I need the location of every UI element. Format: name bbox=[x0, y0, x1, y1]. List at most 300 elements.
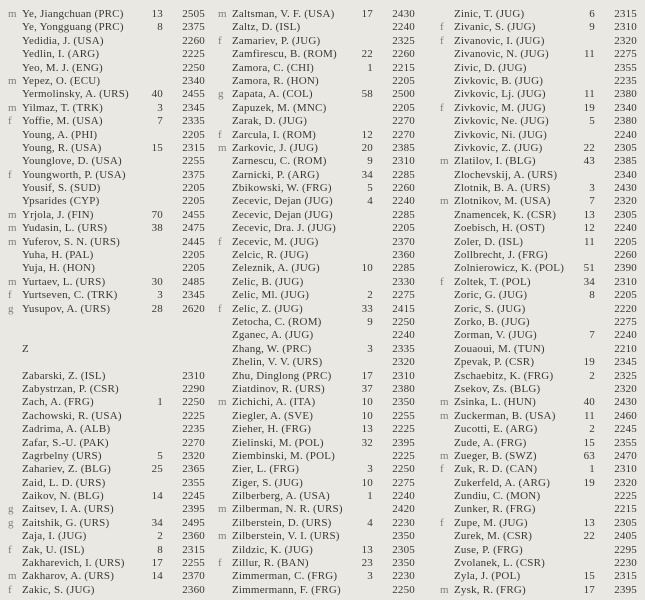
rating-value: 2240 bbox=[614, 222, 637, 235]
player-name: Zilberberg, A. (USA) bbox=[232, 490, 330, 503]
rating-value: 2260 bbox=[392, 48, 415, 61]
player-name: Zhang, W. (PRC) bbox=[232, 342, 312, 355]
list-entry bbox=[440, 410, 637, 423]
rating-value: 2215 bbox=[392, 61, 415, 74]
list-entry bbox=[218, 262, 415, 275]
player-name: Ziatdinov, R. (URS) bbox=[232, 382, 325, 395]
player-name: Zivkovic, Lj. (JUG) bbox=[454, 88, 546, 101]
player-name: Zyla, J. (POL) bbox=[454, 570, 521, 583]
rating-value: 2415 bbox=[392, 302, 415, 315]
player-name: Zamora, R. (HON) bbox=[232, 74, 319, 87]
games-count: 17 bbox=[361, 8, 373, 20]
list-entry bbox=[440, 383, 637, 396]
list-entry bbox=[8, 249, 205, 262]
rating-value: 2260 bbox=[392, 182, 415, 195]
player-name: Zaitsev, I. A. (URS) bbox=[22, 503, 114, 516]
list-entry bbox=[8, 222, 205, 235]
rating-value: 2430 bbox=[614, 182, 637, 195]
games-count: 1 bbox=[367, 490, 373, 503]
rating-value: 2250 bbox=[182, 61, 205, 74]
player-name: Zak, U. (ISL) bbox=[22, 543, 85, 556]
player-name: Zielinski, M. (POL) bbox=[232, 436, 324, 449]
games-count: 5 bbox=[367, 182, 373, 195]
rating-value: 2340 bbox=[614, 101, 637, 114]
rating-value: 2485 bbox=[182, 275, 205, 288]
list-entry bbox=[8, 450, 205, 463]
player-name: Zorman, V. (JUG) bbox=[454, 329, 537, 342]
title-tag: m bbox=[218, 530, 227, 543]
list-entry bbox=[218, 370, 415, 383]
rating-value: 2235 bbox=[614, 74, 637, 87]
list-entry bbox=[440, 48, 637, 61]
player-name: Ziger, S. (JUG) bbox=[232, 476, 303, 489]
title-tag: m bbox=[8, 74, 17, 87]
player-name: Zilberman, N. R. (URS) bbox=[232, 503, 343, 516]
title-tag: f bbox=[218, 34, 222, 47]
list-entry bbox=[440, 423, 637, 436]
player-name: Zecevic, Dejan (JUG) bbox=[232, 195, 333, 208]
rating-value: 2355 bbox=[614, 436, 637, 449]
player-name: Yuferov, S. N. (URS) bbox=[22, 235, 121, 248]
title-tag: m bbox=[8, 222, 17, 235]
list-entry bbox=[440, 62, 637, 75]
player-name: Zorko, B. (JUG) bbox=[454, 315, 530, 328]
title-tag: f bbox=[8, 115, 12, 128]
games-count: 1 bbox=[157, 396, 163, 409]
games-count: 17 bbox=[361, 369, 373, 382]
rating-value: 2350 bbox=[392, 396, 415, 409]
rating-value: 2430 bbox=[392, 8, 415, 20]
games-count: 10 bbox=[361, 409, 373, 422]
player-name: Zlotnik, B. A. (URS) bbox=[454, 182, 551, 195]
games-count: 22 bbox=[583, 530, 595, 543]
list-entry bbox=[440, 316, 637, 329]
player-name: Zschaebitz, K. (FRG) bbox=[454, 369, 554, 382]
player-name: Yuha, H. (PAL) bbox=[22, 249, 94, 262]
rating-value: 2205 bbox=[182, 249, 205, 262]
rating-value: 2420 bbox=[392, 503, 415, 516]
list-entry bbox=[440, 503, 637, 516]
title-tag: m bbox=[440, 409, 449, 422]
rating-value: 2310 bbox=[614, 275, 637, 288]
player-name: Yilmaz, T. (TRK) bbox=[22, 101, 104, 114]
player-name: Zaltsman, V. F. (USA) bbox=[232, 8, 335, 20]
rating-value: 2340 bbox=[182, 74, 205, 87]
player-name: Young, R. (USA) bbox=[22, 141, 102, 154]
games-count: 33 bbox=[361, 302, 373, 315]
rating-value: 2310 bbox=[392, 369, 415, 382]
rating-value: 2215 bbox=[614, 503, 637, 516]
rating-value: 2240 bbox=[392, 490, 415, 503]
rating-value: 2500 bbox=[392, 88, 415, 101]
title-tag: f bbox=[8, 583, 12, 596]
player-name: Zuse, P. (FRG) bbox=[454, 543, 523, 556]
rating-value: 2230 bbox=[614, 557, 637, 570]
list-entry bbox=[218, 142, 415, 155]
title-tag: f bbox=[218, 302, 222, 315]
list-entry bbox=[8, 102, 205, 115]
title-tag: f bbox=[440, 275, 444, 288]
title-tag: f bbox=[8, 543, 12, 556]
player-name: Zarnescu, C. (ROM) bbox=[232, 155, 327, 168]
title-tag: f bbox=[440, 21, 444, 34]
games-count: 51 bbox=[583, 262, 595, 275]
section-letter-header: Z bbox=[22, 342, 29, 355]
games-count: 3 bbox=[157, 101, 163, 114]
games-count: 8 bbox=[589, 289, 595, 302]
rating-value: 2310 bbox=[614, 463, 637, 476]
list-entry bbox=[8, 48, 205, 61]
rating-value: 2240 bbox=[614, 128, 637, 141]
player-name: Ypsarides (CYP) bbox=[22, 195, 100, 208]
list-entry bbox=[8, 503, 205, 516]
rating-value: 2310 bbox=[182, 369, 205, 382]
player-name: Zecevic, Dejan (JUG) bbox=[232, 208, 333, 221]
games-count: 15 bbox=[583, 436, 595, 449]
title-tag: m bbox=[440, 583, 449, 596]
rating-value: 2205 bbox=[614, 289, 637, 302]
games-count: 70 bbox=[151, 208, 163, 221]
player-name: Znamencek, K. (CSR) bbox=[454, 208, 557, 221]
player-name: Zivic, D. (JUG) bbox=[454, 61, 527, 74]
rating-value: 2355 bbox=[614, 61, 637, 74]
player-name: Zoric, S. (JUG) bbox=[454, 302, 526, 315]
list-entry bbox=[440, 329, 637, 342]
list-entry bbox=[8, 544, 205, 557]
player-name: Zecevic, M. (JUG) bbox=[232, 235, 319, 248]
player-name: Zouaoui, M. (TUN) bbox=[454, 342, 545, 355]
list-entry bbox=[218, 35, 415, 48]
rating-column-2 bbox=[218, 8, 415, 600]
player-name: Yeo, M. J. (ENG) bbox=[22, 61, 103, 74]
player-name: Zadrima, A. (ALB) bbox=[22, 423, 111, 436]
player-name: Zganec, A. (JUG) bbox=[232, 329, 314, 342]
list-entry bbox=[440, 209, 637, 222]
rating-value: 2380 bbox=[614, 88, 637, 101]
player-name: Zueger, B. (SWZ) bbox=[454, 449, 537, 462]
title-tag: m bbox=[218, 8, 227, 20]
player-name: Yusupov, A. (URS) bbox=[22, 302, 111, 315]
rating-value: 2375 bbox=[182, 21, 205, 34]
player-name: Zabystrzan, P. (CSR) bbox=[22, 382, 119, 395]
rating-value: 2225 bbox=[182, 409, 205, 422]
games-count: 10 bbox=[361, 476, 373, 489]
player-name: Zhu, Dinglong (PRC) bbox=[232, 369, 332, 382]
list-entry bbox=[8, 115, 205, 128]
rating-value: 2270 bbox=[182, 436, 205, 449]
player-name: Zillur, R. (BAN) bbox=[232, 557, 309, 570]
rating-value: 2395 bbox=[182, 503, 205, 516]
list-entry bbox=[218, 396, 415, 409]
rating-value: 2240 bbox=[392, 21, 415, 34]
list-entry bbox=[218, 182, 415, 195]
list-entry bbox=[218, 21, 415, 34]
rating-value: 2345 bbox=[182, 289, 205, 302]
games-count: 8 bbox=[157, 543, 163, 556]
list-entry bbox=[218, 410, 415, 423]
games-count: 23 bbox=[361, 557, 373, 570]
rating-value: 2305 bbox=[614, 516, 637, 529]
player-name: Zilberstein, V. I. (URS) bbox=[232, 530, 340, 543]
player-name: Zakic, S. (JUG) bbox=[22, 583, 95, 596]
list-entry bbox=[440, 463, 637, 476]
title-tag: f bbox=[8, 289, 12, 302]
list-entry bbox=[218, 437, 415, 450]
games-count: 15 bbox=[583, 570, 595, 583]
title-tag: f bbox=[440, 516, 444, 529]
games-count: 1 bbox=[589, 463, 595, 476]
list-entry bbox=[440, 169, 637, 182]
player-name: Zoltek, T. (POL) bbox=[454, 275, 531, 288]
list-entry bbox=[8, 155, 205, 168]
rating-value: 2245 bbox=[614, 423, 637, 436]
title-tag: f bbox=[8, 168, 12, 181]
games-count: 10 bbox=[361, 396, 373, 409]
rating-value: 2255 bbox=[182, 155, 205, 168]
list-entry bbox=[218, 169, 415, 182]
player-name: Zuk, R. D. (CAN) bbox=[454, 463, 538, 476]
rating-value: 2315 bbox=[182, 141, 205, 154]
games-count: 38 bbox=[151, 222, 163, 235]
player-name: Youngworth, P. (USA) bbox=[22, 168, 126, 181]
player-name: Zachowski, R. (USA) bbox=[22, 409, 122, 422]
rating-value: 2325 bbox=[614, 369, 637, 382]
player-name: Ye, Yongguang (PRC) bbox=[22, 21, 124, 34]
games-count: 22 bbox=[583, 141, 595, 154]
list-entry bbox=[8, 396, 205, 409]
player-name: Zivanovic, I. (JUG) bbox=[454, 34, 545, 47]
list-entry bbox=[218, 450, 415, 463]
list-entry bbox=[218, 517, 415, 530]
rating-value: 2370 bbox=[182, 570, 205, 583]
column-gap bbox=[8, 316, 205, 343]
list-entry bbox=[218, 463, 415, 476]
list-entry bbox=[8, 62, 205, 75]
list-entry bbox=[440, 102, 637, 115]
rating-value: 2295 bbox=[614, 543, 637, 556]
rating-value: 2340 bbox=[614, 168, 637, 181]
list-entry bbox=[440, 289, 637, 302]
rating-value: 2305 bbox=[392, 543, 415, 556]
rating-value: 2230 bbox=[392, 570, 415, 583]
games-count: 13 bbox=[361, 543, 373, 556]
list-entry bbox=[8, 303, 205, 316]
list-entry bbox=[218, 423, 415, 436]
games-count: 7 bbox=[589, 195, 595, 208]
rating-value: 2385 bbox=[614, 155, 637, 168]
player-name: Younglove, D. (USA) bbox=[22, 155, 122, 168]
rating-value: 2255 bbox=[392, 409, 415, 422]
games-count: 11 bbox=[584, 409, 595, 422]
list-entry bbox=[218, 102, 415, 115]
list-entry bbox=[440, 490, 637, 503]
player-name: Zvolanek, L. (CSR) bbox=[454, 557, 545, 570]
list-entry bbox=[218, 316, 415, 329]
player-name: Zelic, B. (JUG) bbox=[232, 275, 304, 288]
rating-value: 2305 bbox=[614, 141, 637, 154]
rating-value: 2385 bbox=[392, 141, 415, 154]
list-entry bbox=[440, 276, 637, 289]
player-name: Zivkovic, B. (JUG) bbox=[454, 74, 544, 87]
games-count: 2 bbox=[367, 289, 373, 302]
player-name: Zieher, H. (FRG) bbox=[232, 423, 312, 436]
player-name: Ziegler, A. (SVE) bbox=[232, 409, 314, 422]
player-name: Zelic, Ml. (JUG) bbox=[232, 289, 310, 302]
games-count: 20 bbox=[361, 141, 373, 154]
games-count: 40 bbox=[151, 88, 163, 101]
list-entry bbox=[440, 115, 637, 128]
list-entry bbox=[218, 544, 415, 557]
games-count: 43 bbox=[583, 155, 595, 168]
player-name: Yermolinsky, A. (URS) bbox=[22, 88, 129, 101]
list-entry bbox=[8, 236, 205, 249]
games-count: 3 bbox=[589, 182, 595, 195]
games-count: 63 bbox=[583, 449, 595, 462]
player-name: Zuckerman, B. (USA) bbox=[454, 409, 556, 422]
list-entry bbox=[8, 557, 205, 570]
player-name: Zivkovic, Z. (JUG) bbox=[454, 141, 543, 154]
list-entry bbox=[8, 142, 205, 155]
player-name: Zildzic, K. (JUG) bbox=[232, 543, 313, 556]
list-entry bbox=[8, 35, 205, 48]
player-name: Zarnicki, P. (ARG) bbox=[232, 168, 320, 181]
list-entry bbox=[8, 530, 205, 543]
list-entry bbox=[218, 503, 415, 516]
list-entry bbox=[440, 129, 637, 142]
column-gap bbox=[8, 356, 205, 369]
rating-value: 2225 bbox=[182, 48, 205, 61]
rating-value: 2240 bbox=[392, 195, 415, 208]
rating-value: 2230 bbox=[392, 516, 415, 529]
rating-value: 2250 bbox=[182, 396, 205, 409]
rating-value: 2275 bbox=[392, 289, 415, 302]
rating-value: 2205 bbox=[392, 74, 415, 87]
rating-column-1 bbox=[8, 8, 205, 600]
rating-value: 2205 bbox=[182, 262, 205, 275]
list-entry bbox=[440, 356, 637, 369]
rating-value: 2270 bbox=[392, 128, 415, 141]
rating-value: 2315 bbox=[182, 543, 205, 556]
games-count: 34 bbox=[151, 516, 163, 529]
player-name: Zamfirescu, B. (ROM) bbox=[232, 48, 337, 61]
player-name: Zimmermann, F. (FRG) bbox=[232, 583, 341, 596]
title-tag: f bbox=[440, 463, 444, 476]
rating-value: 2315 bbox=[614, 570, 637, 583]
player-name: Zaja, I. (JUG) bbox=[22, 530, 87, 543]
games-count: 2 bbox=[589, 423, 595, 436]
title-tag: m bbox=[8, 275, 17, 288]
rating-value: 2320 bbox=[614, 34, 637, 47]
rating-value: 2275 bbox=[614, 48, 637, 61]
games-count: 14 bbox=[151, 570, 163, 583]
title-tag: g bbox=[8, 503, 14, 516]
games-count: 3 bbox=[367, 463, 373, 476]
player-name: Zude, A. (FRG) bbox=[454, 436, 527, 449]
list-entry bbox=[218, 88, 415, 101]
player-name: Zeleznik, A. (JUG) bbox=[232, 262, 320, 275]
list-entry bbox=[440, 584, 637, 597]
player-name: Zupe, M. (JUG) bbox=[454, 516, 528, 529]
games-count: 34 bbox=[361, 168, 373, 181]
title-tag: f bbox=[218, 128, 222, 141]
rating-value: 2620 bbox=[182, 302, 205, 315]
list-entry bbox=[218, 329, 415, 342]
player-name: Yurtaev, L. (URS) bbox=[22, 275, 106, 288]
rating-value: 2285 bbox=[392, 262, 415, 275]
player-name: Zurek, M. (CSR) bbox=[454, 530, 533, 543]
list-entry bbox=[8, 276, 205, 289]
rating-value: 2255 bbox=[182, 557, 205, 570]
rating-value: 2470 bbox=[614, 449, 637, 462]
player-name: Zichichi, A. (ITA) bbox=[232, 396, 316, 409]
player-name: Zakharov, A. (URS) bbox=[22, 570, 115, 583]
games-count: 3 bbox=[367, 570, 373, 583]
games-count: 2 bbox=[157, 530, 163, 543]
list-entry bbox=[218, 289, 415, 302]
list-entry bbox=[218, 195, 415, 208]
rating-value: 2205 bbox=[182, 128, 205, 141]
player-name: Zetocha, C. (ROM) bbox=[232, 315, 322, 328]
games-count: 4 bbox=[367, 516, 373, 529]
rating-value: 2365 bbox=[182, 463, 205, 476]
list-entry bbox=[440, 396, 637, 409]
rating-value: 2455 bbox=[182, 88, 205, 101]
games-count: 34 bbox=[583, 275, 595, 288]
player-name: Zelcic, R. (JUG) bbox=[232, 249, 309, 262]
games-count: 22 bbox=[361, 48, 373, 61]
title-tag: m bbox=[440, 396, 449, 409]
rating-value: 2210 bbox=[614, 342, 637, 355]
rating-value: 2320 bbox=[614, 476, 637, 489]
list-entry bbox=[218, 75, 415, 88]
list-entry bbox=[218, 383, 415, 396]
list-entry bbox=[8, 8, 205, 21]
games-count: 37 bbox=[361, 382, 373, 395]
list-entry bbox=[218, 209, 415, 222]
list-entry bbox=[218, 584, 415, 597]
rating-value: 2320 bbox=[614, 382, 637, 395]
list-entry bbox=[440, 195, 637, 208]
title-tag: m bbox=[440, 449, 449, 462]
player-name: Zundiu, C. (MON) bbox=[454, 490, 541, 503]
list-entry bbox=[218, 477, 415, 490]
player-name: Zpevak, P. (CSR) bbox=[454, 356, 535, 369]
rating-value: 2205 bbox=[182, 195, 205, 208]
player-name: Ziembinski, M. (POL) bbox=[232, 449, 335, 462]
player-name: Zahariev, Z. (BLG) bbox=[22, 463, 112, 476]
games-count: 19 bbox=[583, 476, 595, 489]
player-name: Zsinka, L. (HUN) bbox=[454, 396, 537, 409]
games-count: 4 bbox=[367, 195, 373, 208]
games-count: 12 bbox=[361, 128, 373, 141]
rating-value: 2405 bbox=[614, 530, 637, 543]
player-name: Yedidia, J. (USA) bbox=[22, 34, 104, 47]
title-tag: m bbox=[8, 208, 17, 221]
title-tag: f bbox=[440, 34, 444, 47]
list-entry bbox=[440, 182, 637, 195]
rating-value: 2390 bbox=[614, 262, 637, 275]
title-tag: m bbox=[440, 155, 449, 168]
list-entry bbox=[440, 222, 637, 235]
rating-value: 2355 bbox=[182, 476, 205, 489]
list-entry bbox=[440, 262, 637, 275]
player-name: Zoebisch, H. (OST) bbox=[454, 222, 545, 235]
list-entry bbox=[8, 182, 205, 195]
rating-value: 2370 bbox=[392, 235, 415, 248]
title-tag: g bbox=[218, 88, 224, 101]
games-count: 40 bbox=[583, 396, 595, 409]
rating-value: 2205 bbox=[392, 222, 415, 235]
